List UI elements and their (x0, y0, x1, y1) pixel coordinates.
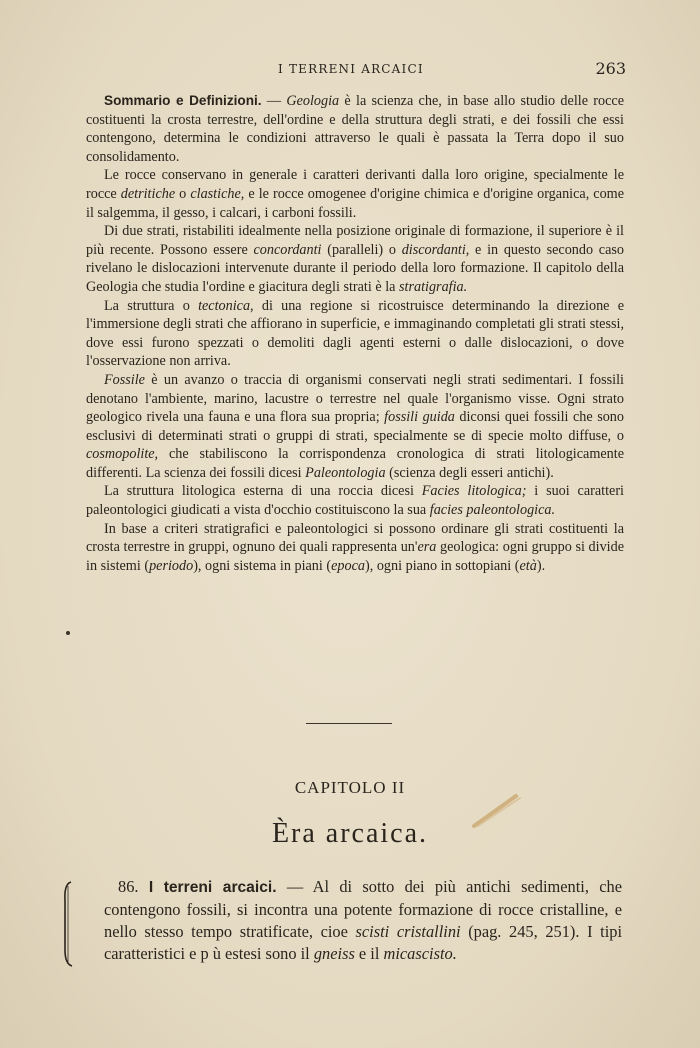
term-discordanti: discordanti, (401, 241, 470, 258)
margin-bracket-mark (62, 880, 74, 968)
term-cosmopolite: cosmopolite, (86, 446, 159, 463)
section-number: 86. (118, 877, 139, 896)
section-heading: I terreni arcaici. (148, 879, 277, 896)
chapter-title: Èra arcaica. (271, 818, 429, 849)
summary-paragraph-3: Di due strati, ristabiliti idealmente nella posizione originale di formazione, il superiore è il più recente. Possono essere concordanti (paralleli) o discordanti, e in questo secondo caso rivelano le dislocazioni intervenute durante il periodo della loro formazione. Il capitolo della Geologia che studia l'ordine e giacitura degli strati è la stratigrafia. (86, 223, 624, 295)
term-concordanti: concordanti (253, 241, 322, 258)
term-facies-litologica: Facies litologica; (421, 483, 527, 500)
section-86-paragraph: 86. I terreni arcaici. — Al di sotto dei più antichi sedimenti, che contengono fossili, si incontra una potente formazione di rocce cristalline, e nello stesso tempo stratificate, cioe scisti cristallini (pag. 245, 251). I tipi caratteristici e p ù estesi sono il gneiss e il micascisto. (104, 877, 622, 963)
summary-paragraph-4: La struttura o tectonica, di una regione si ricostruisce determinando la direzione e l'immersione degli strati che affiorano in superficie, e immaginando completati gli strati stessi, dove essi furono spezzati o demoliti dagli agenti esterni o dalle dislocazioni, o dove l'osservazione non arriva. (86, 297, 624, 370)
running-title: I TERRENI ARCAICI (278, 62, 424, 76)
term-tectonica: tectonica, (198, 297, 254, 314)
term-scisti-cristallini: scisti cristallini (355, 922, 461, 941)
term-stratigrafia: stratigrafia. (399, 278, 468, 295)
term-periodo: periodo (149, 557, 194, 574)
summary-paragraph-1: Sommario e Definizioni. — Geologia è la scienza che, in base allo studio delle rocce costituenti la crosta terrestre, dell'ordine e della struttura degli strati, e dei fossili che essi contengono, determina le condizioni attraverso le quali è passata la Terra dopo il suo consolidamento. (86, 93, 624, 165)
term-micascisto: micascisto. (383, 944, 457, 963)
term-era: era (417, 539, 437, 556)
term-detritiche: detritiche (120, 185, 176, 202)
summary-heading: Sommario e Definizioni. (104, 93, 262, 108)
summary-paragraph-5: Fossile è un avanzo o traccia di organismi conservati negli strati sedimentari. I fossili denotano l'ambiente, marino, lacustre o terrestre nel quale l'organismo visse. Ogni strato geologico rivela una fauna e una flora sua propria; fossili guida diconsi quei fossili che sono esclusivi di determinati strati o gruppi di strati, specialmente se di specie molto diffuse, o cosmopolite, che stabiliscono la corrispondenza cronologica di strati litologicamente differenti. La scienza dei fossili dicesi Paleontologia (scienza degli esseri antichi). (86, 371, 624, 481)
pencil-mark (466, 790, 526, 830)
term-gneiss: gneiss (313, 944, 355, 963)
summary-section (86, 92, 624, 575)
summary-paragraph-2: Le rocce conservano in generale i caratteri derivanti dalla loro origine, specialmente le rocce detritiche o clastiche, e le rocce omogenee d'origine chimica e d'origine organica, come il salgemma, il gesso, i calcari, i carboni fossili. (86, 167, 625, 221)
term-clastiche: clastiche, (190, 185, 245, 202)
term-paleontologia: Paleontologia (305, 464, 386, 481)
term-facies-paleontologica: facies paleontologica. (429, 502, 556, 519)
term-geologia: Geologia (286, 93, 340, 109)
section-divider (306, 723, 392, 724)
summary-paragraph-6: La struttura litologica esterna di una roccia dicesi Facies litologica; i suoi caratteri paleontologici giudicati a vista d'occhio costituiscono la sua facies paleontologica. (86, 483, 624, 519)
summary-paragraph-7: In base a criteri stratigrafici e paleontologici si possono ordinare gli strati costituenti la crosta terrestre in gruppi, ognuno dei quali rappresenta un'era geologica: ogni gruppo si divide in sistemi (periodo), ogni sistema in piani (epoca), ogni piano in sottopiani (età). (86, 520, 625, 574)
chapter-label: CAPITOLO II (294, 778, 406, 797)
term-epoca: epoca (331, 557, 366, 574)
term-fossili-guida: fossili guida (384, 409, 455, 426)
margin-dot (66, 631, 70, 635)
page-number: 263 (595, 59, 626, 78)
section-86 (104, 876, 622, 965)
term-fossile: Fossile (104, 371, 145, 388)
term-eta: età (519, 557, 537, 574)
page-header (0, 59, 700, 82)
